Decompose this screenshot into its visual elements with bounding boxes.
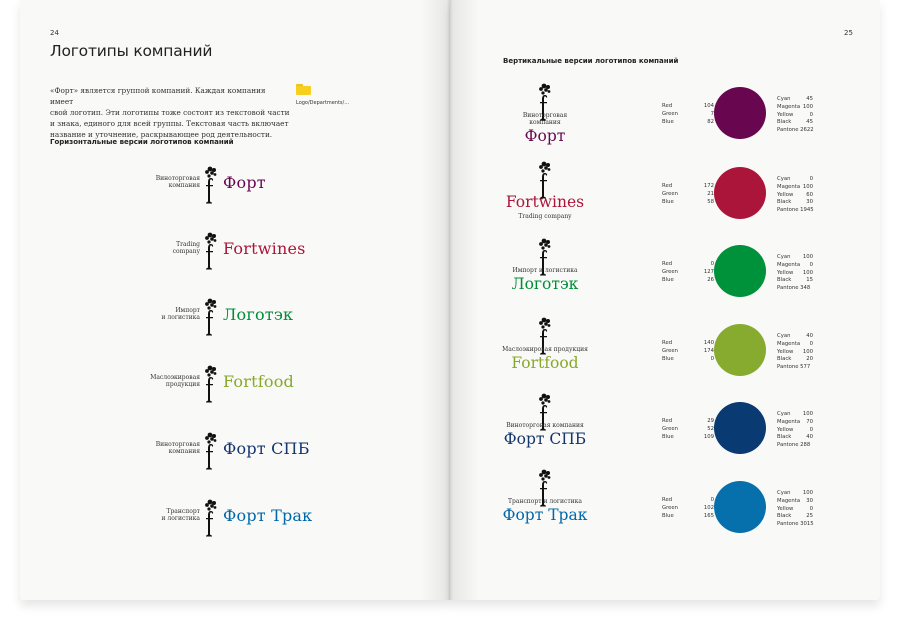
fort-grape-f-icon	[203, 165, 219, 205]
logo-descriptor-line: Trading	[176, 241, 200, 248]
pantone-value: Pantone 2622	[777, 127, 814, 134]
logo-name: Fortfood	[223, 372, 294, 391]
cmyk-channel-label: Yellow	[777, 348, 794, 355]
rgb-values	[662, 497, 714, 520]
cmyk-row	[777, 254, 813, 262]
cmyk-channel-value: 70	[806, 418, 813, 425]
cmyk-values	[777, 96, 813, 135]
rgb-row	[662, 111, 714, 119]
cmyk-channel-label: Cyan	[777, 254, 791, 260]
logo-emblem	[203, 231, 219, 271]
logo-descriptor-line: Импорт и логистика	[512, 267, 578, 274]
logo-descriptor	[110, 307, 200, 321]
cmyk-row	[777, 270, 813, 278]
cmyk-channel-value: 0	[809, 426, 813, 433]
logo-descriptor	[480, 498, 610, 505]
folder-reference	[296, 84, 350, 106]
rgb-channel-label: Blue	[662, 198, 674, 205]
cmyk-channel-label: Cyan	[777, 176, 791, 182]
rgb-channel-value: 165	[703, 512, 714, 519]
vertical-logo	[480, 392, 610, 462]
rgb-channel-label: Blue	[662, 512, 674, 519]
logo-descriptor-line: продукция	[165, 381, 200, 388]
rgb-channel-label: Green	[662, 347, 679, 354]
cmyk-channel-value: 15	[806, 277, 813, 284]
logo-descriptor-line: Виноторговая	[522, 112, 568, 119]
cmyk-channel-label: Magenta	[777, 340, 801, 347]
rgb-channel-value: 140	[703, 340, 714, 346]
pantone-value: Pantone 288	[777, 442, 811, 449]
rgb-channel-label: Green	[662, 110, 679, 117]
pantone-value: Pantone 348	[777, 285, 811, 292]
cmyk-channel-label: Black	[777, 434, 792, 441]
logo-descriptor-line: компания	[529, 119, 561, 126]
pantone-value: Pantone 1945	[777, 207, 814, 214]
logo-descriptor-line: company	[172, 248, 200, 255]
rgb-channel-value: 127	[703, 268, 714, 275]
rgb-channel-label: Red	[662, 418, 673, 424]
cmyk-channel-value: 45	[806, 119, 813, 126]
vertical-logo	[480, 82, 610, 152]
intro-line: и знака, единого для всей группы. Текстовая часть включает	[50, 119, 289, 128]
page-number-right: 25	[844, 29, 853, 37]
logo-name: Fortwines	[505, 193, 585, 211]
rgb-channel-label: Blue	[662, 433, 674, 440]
cmyk-channel-value: 100	[802, 348, 813, 355]
fort-grape-f-icon	[203, 297, 219, 337]
rgb-channel-label: Red	[662, 183, 673, 189]
cmyk-channel-value: 30	[806, 199, 813, 206]
rgb-row	[662, 426, 714, 434]
rgb-channel-value: 172	[703, 183, 714, 189]
cmyk-channel-label: Magenta	[777, 183, 801, 190]
rgb-channel-value: 174	[703, 347, 714, 354]
rgb-values	[662, 340, 714, 363]
cmyk-row	[777, 119, 813, 127]
horizontal-logo	[100, 498, 360, 540]
logo-descriptor-line: Импорт	[175, 307, 200, 314]
cmyk-row	[777, 506, 813, 514]
rgb-channel-value: 0	[710, 261, 714, 267]
cmyk-channel-value: 20	[806, 356, 813, 363]
cmyk-channel-label: Black	[777, 277, 792, 284]
rgb-row	[662, 505, 714, 513]
logo-name: Логотэк	[223, 305, 294, 324]
cmyk-row	[777, 356, 813, 364]
cmyk-channel-label: Yellow	[777, 111, 794, 118]
cmyk-channel-value: 0	[809, 261, 813, 268]
cmyk-row	[777, 419, 813, 427]
cmyk-channel-label: Cyan	[777, 333, 791, 339]
cmyk-row	[777, 333, 813, 341]
cmyk-row	[777, 176, 813, 184]
rgb-channel-value: 29	[707, 418, 714, 424]
cmyk-channel-label: Black	[777, 513, 792, 520]
color-swatch	[714, 324, 766, 376]
cmyk-row	[777, 96, 813, 104]
logo-descriptor-line: компания	[168, 182, 200, 189]
logo-emblem	[203, 364, 219, 404]
cmyk-channel-label: Yellow	[777, 505, 794, 512]
rgb-channel-label: Green	[662, 268, 679, 275]
cmyk-channel-label: Black	[777, 199, 792, 206]
rgb-channel-value: 52	[707, 425, 714, 432]
rgb-row	[662, 199, 714, 207]
cmyk-row	[777, 104, 813, 112]
cmyk-channel-value: 0	[809, 176, 813, 182]
rgb-channel-label: Green	[662, 190, 679, 197]
rgb-row	[662, 497, 714, 505]
rgb-channel-value: 58	[707, 198, 714, 205]
cmyk-row	[777, 490, 813, 498]
horizontal-logo	[100, 364, 360, 406]
rgb-channel-value: 109	[703, 433, 714, 440]
logo-emblem	[203, 431, 219, 471]
logo-emblem	[203, 165, 219, 205]
fort-grape-f-icon	[203, 498, 219, 538]
cmyk-channel-label: Yellow	[777, 426, 794, 433]
logo-name: Форт	[223, 173, 266, 192]
cmyk-channel-value: 100	[802, 490, 813, 496]
logo-name: Форт	[524, 127, 566, 145]
rgb-channel-value: 21	[707, 190, 714, 197]
cmyk-row	[777, 262, 813, 270]
rgb-row	[662, 119, 714, 127]
cmyk-channel-value: 100	[802, 269, 813, 276]
horizontal-logo	[100, 165, 360, 207]
folder-path-label: Logo/Departments/…	[296, 100, 350, 106]
cmyk-row	[777, 192, 813, 200]
fort-grape-f-icon	[203, 364, 219, 404]
rgb-values	[662, 261, 714, 284]
page-number-left: 24	[50, 29, 59, 37]
vertical-logo	[480, 468, 610, 538]
rgb-channel-label: Red	[662, 340, 673, 346]
rgb-row	[662, 340, 714, 348]
rgb-row	[662, 103, 714, 111]
logo-descriptor	[480, 112, 610, 126]
cmyk-row	[777, 199, 813, 207]
cmyk-row	[777, 411, 813, 419]
cmyk-row	[777, 277, 813, 285]
logo-descriptor	[110, 374, 200, 388]
rgb-values	[662, 418, 714, 441]
cmyk-channel-value: 0	[809, 111, 813, 118]
rgb-row	[662, 191, 714, 199]
rgb-values	[662, 103, 714, 126]
horizontal-logo	[100, 431, 360, 473]
logo-name: Fortfood	[511, 354, 579, 372]
vertical-logo	[480, 237, 610, 307]
cmyk-channel-value: 45	[806, 96, 813, 102]
rgb-values	[662, 183, 714, 206]
rgb-channel-value: 0	[710, 355, 714, 362]
intro-line: «Форт» является группой компаний. Каждая компания имеет	[50, 86, 266, 106]
logo-descriptor	[110, 241, 200, 255]
cmyk-channel-label: Magenta	[777, 103, 801, 110]
rgb-channel-value: 0	[710, 497, 714, 503]
cmyk-values	[777, 411, 813, 450]
cmyk-row	[777, 341, 813, 349]
cmyk-values	[777, 176, 813, 215]
logo-descriptor-line: Виноторговая	[155, 175, 200, 182]
logo-emblem	[203, 498, 219, 538]
cmyk-channel-label: Cyan	[777, 411, 791, 417]
cmyk-channel-label: Black	[777, 356, 792, 363]
folder-icon	[296, 84, 311, 95]
rgb-channel-label: Green	[662, 425, 679, 432]
cmyk-channel-value: 0	[809, 340, 813, 347]
rgb-channel-value: 7	[710, 110, 714, 117]
cmyk-channel-value: 40	[806, 434, 813, 441]
vertical-section-heading: Вертикальные версии логотипов компаний	[503, 57, 679, 65]
rgb-channel-value: 102	[703, 504, 714, 511]
cmyk-values	[777, 254, 813, 293]
color-swatch	[714, 245, 766, 297]
cmyk-channel-label: Magenta	[777, 497, 801, 504]
logo-descriptor-line: и логистика	[161, 314, 200, 321]
color-swatch	[714, 402, 766, 454]
logo-descriptor-line: и логистика	[161, 515, 200, 522]
rgb-channel-value: 82	[707, 118, 714, 125]
cmyk-channel-label: Black	[777, 119, 792, 126]
pantone-value: Pantone 3015	[777, 521, 814, 528]
cmyk-row	[777, 349, 813, 357]
rgb-channel-label: Green	[662, 504, 679, 511]
logo-descriptor	[110, 508, 200, 522]
cmyk-channel-value: 100	[802, 254, 813, 260]
logo-descriptor	[480, 213, 610, 220]
fort-grape-f-icon	[203, 231, 219, 271]
rgb-row	[662, 513, 714, 521]
intro-paragraph	[50, 85, 290, 140]
logo-descriptor-line: Маслоэкировая	[150, 374, 200, 381]
color-swatch	[714, 87, 766, 139]
cmyk-channel-label: Cyan	[777, 490, 791, 496]
intro-line: название и уточнение, раскрывающее род деятельности.	[50, 130, 273, 139]
logo-descriptor	[110, 175, 200, 189]
logo-descriptor	[110, 441, 200, 455]
cmyk-channel-label: Yellow	[777, 191, 794, 198]
vertical-logo	[480, 160, 610, 230]
cmyk-channel-value: 60	[806, 191, 813, 198]
logo-descriptor-line: Виноторговая	[155, 441, 200, 448]
cmyk-channel-value: 40	[806, 333, 813, 339]
horizontal-logo	[100, 297, 360, 339]
rgb-row	[662, 261, 714, 269]
logo-name: Fortwines	[223, 239, 306, 258]
rgb-row	[662, 418, 714, 426]
logo-descriptor-line: Транспорт	[166, 508, 200, 515]
cmyk-channel-value: 25	[806, 513, 813, 520]
rgb-row	[662, 269, 714, 277]
cmyk-row	[777, 434, 813, 442]
vertical-logo	[480, 316, 610, 386]
rgb-channel-label: Blue	[662, 355, 674, 362]
rgb-row	[662, 356, 714, 364]
logo-name: Форт Трак	[502, 506, 588, 524]
rgb-row	[662, 434, 714, 442]
page-title: Логотипы компаний	[50, 42, 213, 60]
logo-name: Форт СПБ	[223, 439, 310, 458]
logo-descriptor-line: компания	[168, 448, 200, 455]
horizontal-section-heading: Горизонтальные версии логотипов компаний	[50, 138, 234, 146]
rgb-channel-label: Red	[662, 497, 673, 503]
logo-name: Логотэк	[511, 275, 579, 293]
cmyk-channel-value: 100	[802, 183, 813, 190]
cmyk-channel-label: Magenta	[777, 261, 801, 268]
logo-descriptor-line: Транспорт и логистика	[508, 498, 582, 505]
cmyk-values	[777, 490, 813, 529]
cmyk-channel-value: 100	[802, 103, 813, 110]
logo-descriptor-line: Trading company	[518, 213, 572, 220]
cmyk-channel-label: Magenta	[777, 418, 801, 425]
cmyk-row	[777, 184, 813, 192]
fort-grape-f-icon	[203, 431, 219, 471]
color-swatch	[714, 481, 766, 533]
logo-emblem	[203, 297, 219, 337]
cmyk-channel-value: 0	[809, 505, 813, 512]
rgb-channel-value: 26	[707, 276, 714, 283]
rgb-row	[662, 183, 714, 191]
intro-line: свой логотип. Эти логотипы тоже состоят из текстовой части	[50, 108, 290, 117]
cmyk-row	[777, 427, 813, 435]
cmyk-row	[777, 513, 813, 521]
logo-descriptor	[480, 267, 610, 274]
color-swatch	[714, 167, 766, 219]
logo-descriptor	[480, 422, 610, 429]
rgb-row	[662, 348, 714, 356]
cmyk-channel-value: 30	[806, 497, 813, 504]
rgb-channel-label: Blue	[662, 276, 674, 283]
rgb-channel-label: Red	[662, 261, 673, 267]
rgb-channel-label: Red	[662, 103, 673, 109]
horizontal-logo	[100, 231, 360, 273]
rgb-row	[662, 277, 714, 285]
logo-descriptor-line: Маслоэкировая продукция	[502, 346, 588, 353]
cmyk-row	[777, 498, 813, 506]
rgb-channel-label: Blue	[662, 118, 674, 125]
cmyk-channel-value: 100	[802, 411, 813, 417]
logo-descriptor	[480, 346, 610, 353]
logo-name: Форт Трак	[223, 506, 313, 525]
cmyk-channel-label: Yellow	[777, 269, 794, 276]
cmyk-channel-label: Cyan	[777, 96, 791, 102]
logo-name: Форт СПБ	[503, 430, 587, 448]
cmyk-row	[777, 112, 813, 120]
logo-descriptor-line: Виноторговая компания	[506, 422, 584, 429]
pantone-value: Pantone 577	[777, 364, 811, 371]
cmyk-values	[777, 333, 813, 372]
rgb-channel-value: 104	[703, 103, 714, 109]
